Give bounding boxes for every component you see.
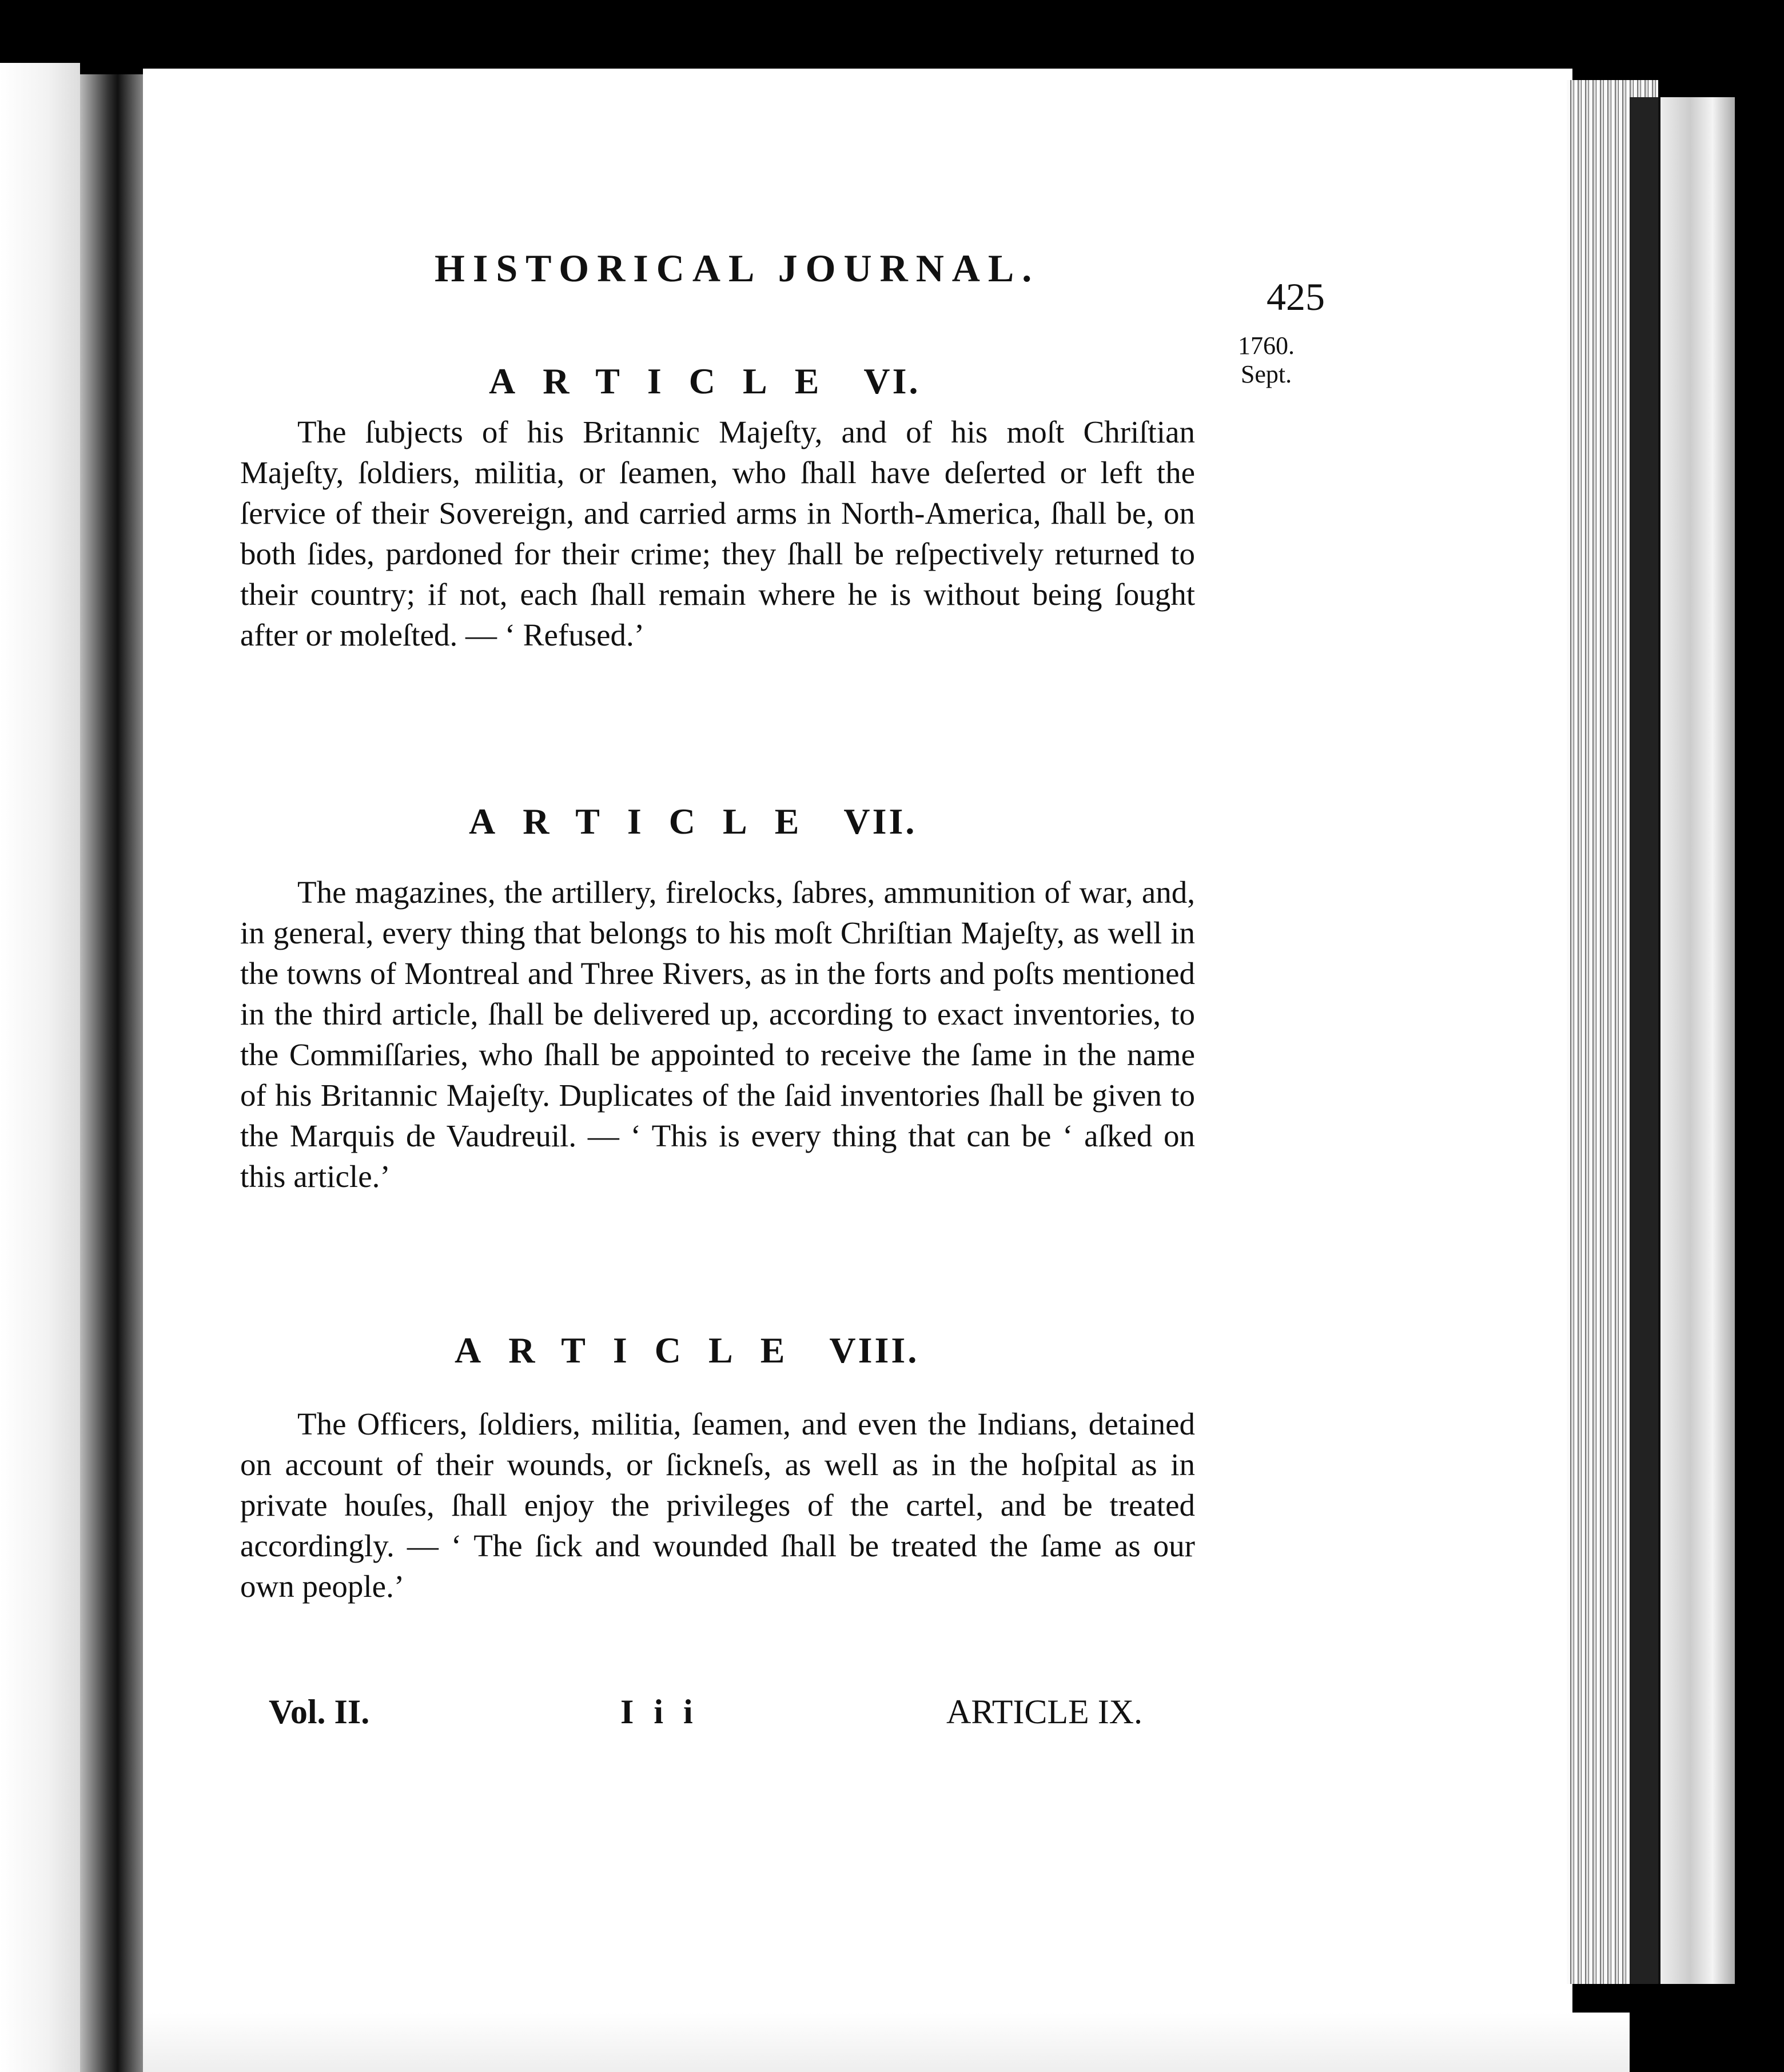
article-text-6: The ſubjects of his Britannic Majeſty, and of his moſt Chriſtian Majeſty, ſoldiers, militia, or ſeamen, who ſhall have deſerted or left the ſervice of their Sovereign, and carried arms in North-America, ſhall be, on both ſides, pardoned for their crime; they ſhall be reſpectively returned to their country; if not, each ſhall remain where he is without being ſought after or moleſted. — ‘ Refused.’ bbox=[240, 415, 1195, 652]
article-heading-word: ARTICLE bbox=[469, 801, 827, 842]
cover-edge bbox=[1658, 97, 1735, 1984]
article-heading-8 bbox=[455, 1329, 919, 1372]
article-text-8: The Officers, ſoldiers, militia, ſeamen, and even the Indians, detained on account of their wounds, or ſickneſs, as well as in the hoſpital as in private houſes, ſhall enjoy the privileges of the cartel, and be treated accordingly. — ‘ The ſick and wounded ſhall be treated the ſame as our own people.’ bbox=[240, 1406, 1195, 1604]
margin-note-month: Sept. bbox=[1240, 360, 1292, 388]
left-page-edge bbox=[0, 63, 80, 2072]
article-heading-7 bbox=[469, 800, 917, 843]
bottom-shadow bbox=[143, 2013, 1630, 2072]
volume-number: Vol. II. bbox=[269, 1693, 370, 1731]
article-heading-6 bbox=[489, 360, 921, 403]
margin-note bbox=[1238, 332, 1295, 389]
article-heading-word: ARTICLE bbox=[489, 361, 847, 401]
article-heading-number: VI. bbox=[863, 361, 921, 401]
article-heading-word: ARTICLE bbox=[455, 1330, 813, 1370]
book-gutter bbox=[80, 74, 143, 2072]
running-head: HISTORICAL JOURNAL. bbox=[435, 246, 1040, 290]
signature-mark: I i i bbox=[620, 1693, 699, 1731]
catchword: ARTICLE IX. bbox=[946, 1693, 1143, 1731]
page-number: 425 bbox=[1267, 275, 1325, 318]
article-heading-number: VIII. bbox=[829, 1330, 919, 1370]
page-edges-shadow bbox=[1630, 97, 1658, 1984]
article-heading-number: VII. bbox=[843, 801, 917, 842]
margin-note-year: 1760. bbox=[1238, 332, 1295, 360]
article-text-7: The magazines, the artillery, firelocks, ſabres, ammunition of war, and, in general, every thing that belongs to his moſt Chriſtian Majeſty, as well in the towns of Montreal and Three Rivers, as in the forts and poſts mentioned in the third article, ſhall be delivered up, according to exact inventories, to the Commiſſaries, who ſhall be appointed to receive the ſame in the name of his Britannic Majeſty. Duplicates of the ſaid inventories ſhall be given to the Marquis de Vaudreuil. — ‘ This is every thing that can be ‘ aſked on this article.’ bbox=[240, 875, 1195, 1194]
